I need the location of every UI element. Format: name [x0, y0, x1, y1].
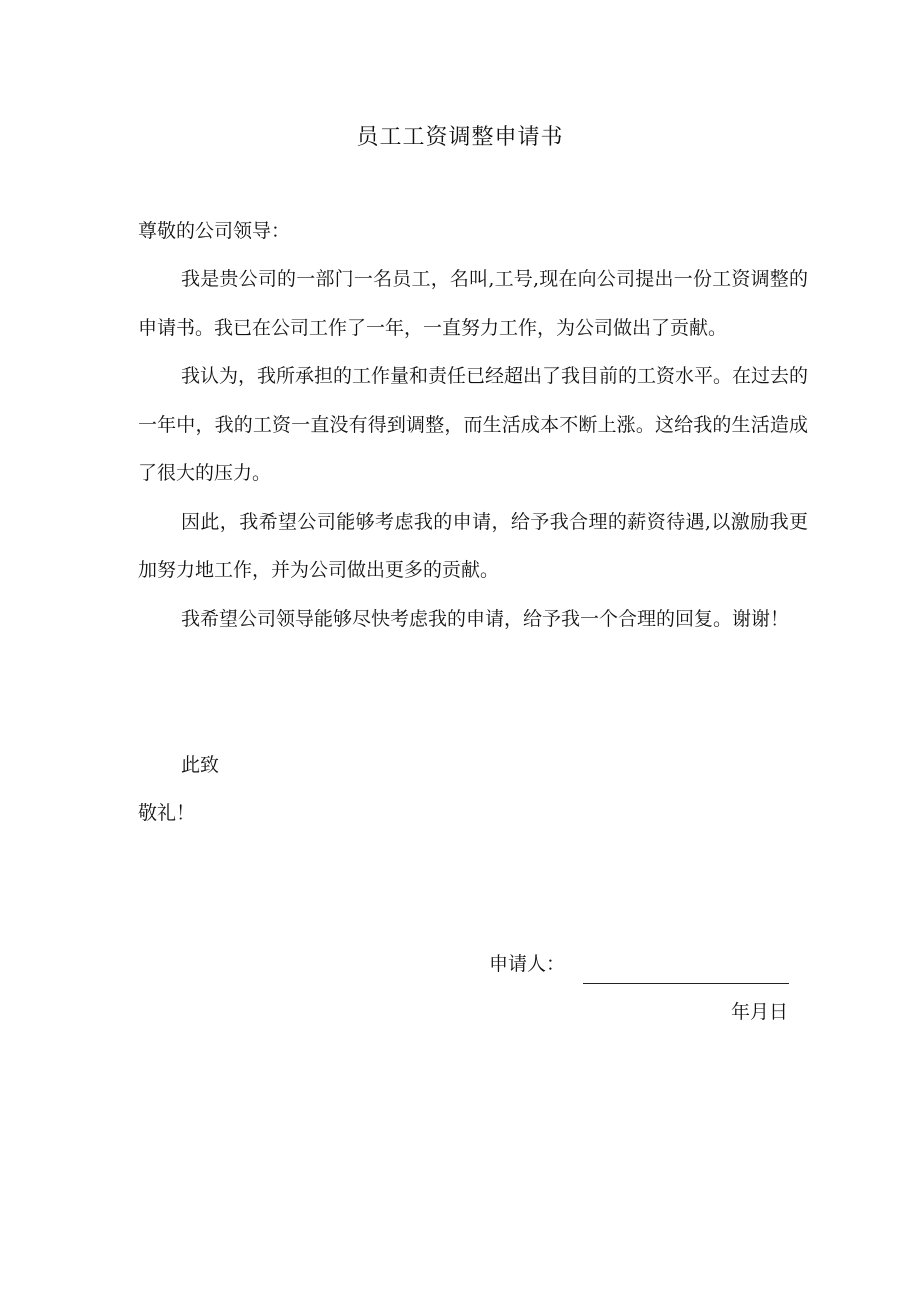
closing-greeting: 此致 — [181, 754, 220, 776]
paragraph-conclusion: 我希望公司领导能够尽快考虑我的申请，给予我一个合理的回复。谢谢！ — [181, 607, 790, 630]
date-label: 年月日 — [730, 1001, 788, 1023]
applicant-signature-block — [489, 944, 789, 984]
letter-body — [138, 255, 808, 643]
salutation: 尊敬的公司领导： — [138, 220, 291, 242]
closing-salute: 敬礼！ — [138, 802, 196, 824]
paragraph-introduction: 我是贵公司的一部门一名员工，名叫,工号,现在向公司提出一份工资调整的申请书。我已在公司工作了一年，一直努力工作，为公司做出了贡献。 — [138, 268, 808, 339]
signature-line[interactable] — [583, 955, 789, 984]
applicant-label: 申请人： — [489, 953, 566, 975]
paragraph-request: 因此，我希望公司能够考虑我的申请，给予我合理的薪资待遇,以激励我更加努力地工作，并为公司做出更多的贡献。 — [138, 510, 808, 581]
paragraph-reason: 我认为，我所承担的工作量和责任已经超出了我目前的工资水平。在过去的一年中，我的工资一直没有得到调整，而生活成本不断上涨。这给我的生活造成了很大的压力。 — [138, 365, 809, 484]
document-title: 员工工资调整申请书 — [356, 125, 564, 150]
